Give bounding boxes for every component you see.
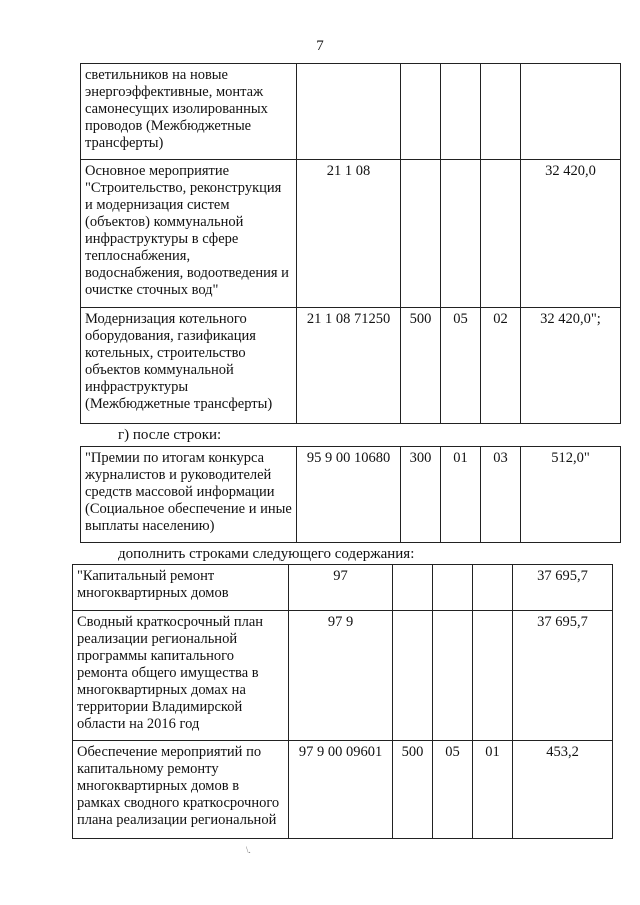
table-row — [73, 611, 613, 741]
table-row — [81, 64, 621, 160]
row-sum: 32 420,0"; — [521, 308, 621, 424]
row-rz — [441, 160, 481, 308]
row-rz: 05 — [441, 308, 481, 424]
row-rz: 05 — [433, 741, 473, 839]
row-name: "Премии по итогам конкурса журналистов и руководителей средств массовой информации (Социальное обеспечение и иные выплаты населению) — [81, 447, 297, 543]
row-pr: 03 — [481, 447, 521, 543]
row-vr: 500 — [401, 308, 441, 424]
row-code: 97 9 — [289, 611, 393, 741]
row-pr: 01 — [473, 741, 513, 839]
budget-table-continued — [80, 63, 621, 424]
row-code: 97 9 00 09601 — [289, 741, 393, 839]
row-code: 21 1 08 — [297, 160, 401, 308]
table-row — [81, 447, 621, 543]
row-vr: 300 — [401, 447, 441, 543]
row-code: 97 — [289, 565, 393, 611]
row-pr — [473, 611, 513, 741]
row-vr — [401, 64, 441, 160]
row-name: "Капитальный ремонт многоквартирных домов — [73, 565, 289, 611]
row-name: Модернизация котельного оборудования, газификация котельных, строительство объектов коммунальной инфраструктуры (Межбюджетные трансферты) — [81, 308, 297, 424]
row-code: 21 1 08 71250 — [297, 308, 401, 424]
table-row — [73, 565, 613, 611]
row-rz: 01 — [441, 447, 481, 543]
row-rz — [441, 64, 481, 160]
row-sum: 512,0" — [521, 447, 621, 543]
row-name: светильников на новые энергоэффективные, монтаж самонесущих изолированных проводов (Межбюджетные трансферты) — [81, 64, 297, 160]
row-code — [297, 64, 401, 160]
row-sum — [521, 64, 621, 160]
instruction-after-row: г) после строки: — [118, 427, 222, 443]
row-pr — [481, 64, 521, 160]
table-row — [81, 160, 621, 308]
table-row — [73, 741, 613, 839]
row-vr — [393, 565, 433, 611]
row-sum: 37 695,7 — [513, 611, 613, 741]
row-name: Сводный краткосрочный план реализации региональной программы капитального ремонта общего имущества в многоквартирных домах на территории Владимирской области на 2016 год — [73, 611, 289, 741]
table-row — [81, 308, 621, 424]
row-code: 95 9 00 10680 — [297, 447, 401, 543]
row-sum: 37 695,7 — [513, 565, 613, 611]
row-sum: 32 420,0 — [521, 160, 621, 308]
row-pr — [481, 160, 521, 308]
row-name: Обеспечение мероприятий по капитальному ремонту многоквартирных домов в рамках сводного краткосрочного плана реализации региональной — [73, 741, 289, 839]
row-vr — [401, 160, 441, 308]
page-number: 7 — [316, 38, 324, 54]
budget-table-reference — [80, 446, 621, 543]
row-sum: 453,2 — [513, 741, 613, 839]
row-pr — [473, 565, 513, 611]
row-name: Основное мероприятие "Строительство, реконструкция и модернизация систем (объектов) коммунальной инфраструктуры в сфере теплоснабжения, водоснабжения, водоотведения и очистке сточных вод" — [81, 160, 297, 308]
row-rz — [433, 565, 473, 611]
row-vr: 500 — [393, 741, 433, 839]
row-vr — [393, 611, 433, 741]
row-rz — [433, 611, 473, 741]
instruction-add-rows: дополнить строками следующего содержания: — [118, 546, 415, 562]
budget-table-added — [72, 564, 613, 839]
row-pr: 02 — [481, 308, 521, 424]
scan-mark: \. — [246, 845, 251, 855]
